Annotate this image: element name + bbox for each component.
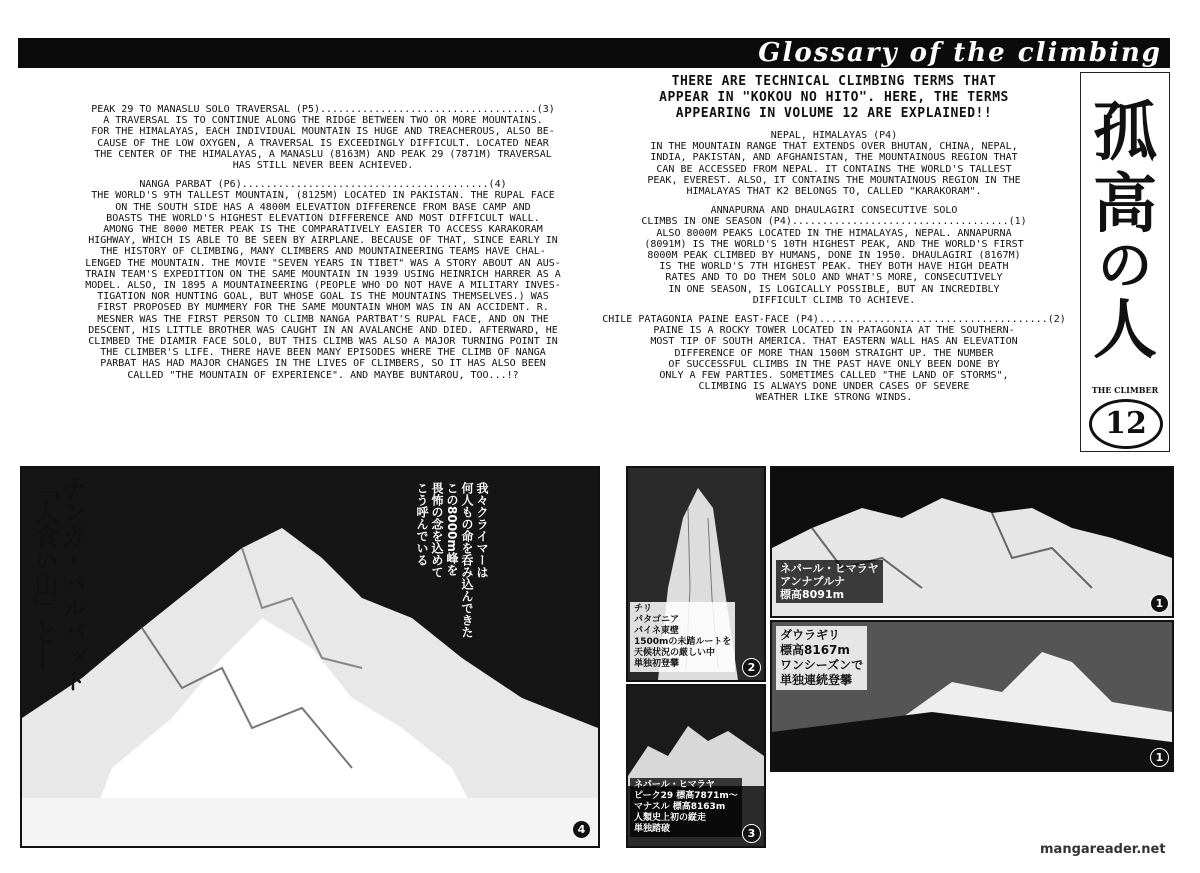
text-line: DIFFICULT CLIMB TO ACHIEVE. [752, 294, 916, 306]
text-line: ON THE SOUTH SIDE HAS A 4800M ELEVATION DIFFERENCE FROM BASE CAMP AND [115, 201, 531, 213]
text-line: MODEL. ALSO, IN 1895 A MOUNTAINEERING (PEOPLE WHO DO NOT HAVE A MILITARY INVES- [85, 280, 561, 292]
annapurna-caption [776, 560, 883, 603]
text-line: 我々クライマーは [475, 482, 489, 578]
paine-caption [630, 602, 735, 672]
panel-annapurna [770, 466, 1174, 618]
text-line: AMONG THE 8000 METER PEAK IS THE COMPARATIVELY EASIER TO ACCESS KARAKORAM [103, 224, 543, 236]
text-line: こう呼んでいる [415, 482, 429, 566]
text-line: NEPAL, HIMALAYAS (P4) [770, 130, 898, 141]
panel-number-badge: 1 [1150, 748, 1169, 767]
text-line: 人類史上初の縦走 [634, 813, 707, 823]
text-line: IS THE WORLD'S 7TH HIGHEST PEAK. THEY BOTH HAVE HIGH DEATH [659, 261, 1009, 273]
text-line: FIRST PROPOSED BY MUMMERY FOR THE SAME MOUNTAIN WHOM WAS IN AN ACCIDENT. R. [97, 302, 549, 314]
text-line: ALSO 8000M PEAKS LOCATED IN THE HIMALAYAS, NEPAL. ANNAPURNA [656, 227, 1012, 239]
text-line: OF SUCCESSFUL CLIMBS IN THE PAST HAVE ONLY BEEN DONE BY [668, 358, 1000, 370]
nanga-quote [414, 482, 489, 638]
text-line: CLIMBED THE DIAMIR FACE SOLO, BUT THIS CLIMB WAS ALSO A MAJOR TURNING POINT IN [88, 336, 558, 348]
manaslu-caption [630, 778, 742, 837]
text-line: 標高8091m [780, 588, 845, 601]
glossary-title: Glossary of the climbing [758, 38, 1162, 68]
text-line: DIFFERENCE OF MORE THAN 1500M STRAIGHT UP. THE NUMBER [674, 347, 994, 359]
text-line: CALLED "THE MOUNTAIN OF EXPERIENCE". AND MAYBE BUNTAROU, TOO...!? [127, 369, 519, 381]
text-line: MOST TIP OF SOUTH AMERICA. THAT EASTERN WALL HAS AN ELEVATION [650, 336, 1018, 348]
text-line: ピーク29 標高7871m〜 [634, 791, 738, 801]
watermark-text: mangareader.net [1040, 842, 1166, 857]
text-line: THE CLIMBER'S LIFE. THERE HAVE BEEN MANY EPISODES WHERE THE CLIMB OF NANGA [100, 347, 546, 359]
text-line: アンナプルナ [780, 575, 846, 588]
entry-annapurna-dhaulagiri [594, 205, 1074, 306]
text-line: BOASTS THE WORLD'S HIGHEST ELEVATION DIFFERENCE AND MOST DIFFICULT WALL. [106, 212, 540, 224]
text-line: ネパール・ヒマラヤ [634, 780, 715, 790]
text-line: CLIMBS IN ONE SEASON (P4)....................................(1) [641, 216, 1027, 228]
text-line: ONLY A FEW PARTIES. SOMETIMES CALLED "THE LAND OF STORMS", [659, 370, 1009, 382]
text-line: A TRAVERSAL IS TO CONTINUE ALONG THE RIDGE BETWEEN TWO OR MORE MOUNTAINS. [103, 115, 543, 127]
text-line: PAINE IS A ROCKY TOWER LOCATED IN PATAGONIA AT THE SOUTHERN- [653, 325, 1015, 337]
cover-title-char: 高 [1093, 167, 1157, 242]
text-line: LENGED THE MOUNTAIN. THE MOVIE "SEVEN YEARS IN TIBET" WAS A STORY ABOUT AN AUS- [85, 257, 561, 269]
glossary-banner [18, 38, 1170, 68]
text-line: ワンシーズンで [780, 658, 864, 672]
volume-cover [1080, 72, 1170, 452]
volume-number: 12 [1089, 399, 1163, 449]
nanga-title [30, 476, 86, 692]
text-line: PEAK 29 TO MANASLU SOLO TRAVERSAL (P5)....................................(3) [91, 104, 555, 115]
text-line: この8000m峰を [445, 482, 459, 576]
text-line: (8091M) IS THE WORLD'S 10TH HIGHEST PEAK, AND THE WORLD'S FIRST [644, 238, 1024, 250]
cover-title-char: の [1098, 233, 1152, 297]
cover-title-char: 孤 [1093, 95, 1157, 170]
text-line: 単独連続登攀 [780, 673, 853, 687]
text-line: THE CENTER OF THE HIMALAYAS, A MANASLU (8163M) AND PEAK 29 (7871M) TRAVERSAL [94, 148, 552, 160]
text-line: ダウラギリ [780, 628, 841, 642]
entry-nanga-parbat [58, 179, 588, 381]
text-line: MESNER WAS THE FIRST PERSON TO CLIMB NANGA PARTBAT'S RUPAL FACE, AND ON THE [97, 313, 549, 325]
watermark [1040, 842, 1166, 857]
text-line: チリ [634, 604, 653, 614]
panel-number-badge: 2 [742, 658, 761, 677]
text-line: IN ONE SEASON, IS LOGICALLY POSSIBLE, BUT AN INCREDIBLY [668, 283, 1000, 295]
panel-number-badge: 4 [572, 820, 591, 839]
text-line: THE WORLD'S 9TH TALLEST MOUNTAIN, (8125M) LOCATED IN PAKISTAN. THE RUPAL FACE [91, 190, 555, 202]
text-line: CLIMBING IS ALWAYS DONE UNDER CASES OF SEVERE [698, 381, 970, 393]
text-line: CAUSE OF THE LOW OXYGEN, A TRAVERSAL IS EXCEEDINGLY DIFFICULT. LOCATED NEAR [97, 137, 549, 149]
panel-paine [626, 466, 766, 682]
text-line: 標高8167m [780, 643, 850, 657]
dhaulagiri-caption [776, 626, 867, 690]
intro-line: APPEAR IN "KOKOU NO HITO". HERE, THE TERMS [659, 90, 1009, 105]
text-line: RATES AND TO DO THEM SOLO AND WHAT'S MORE, CONSECUTIVELY [665, 272, 1003, 284]
intro-line: APPEARING IN VOLUME 12 ARE EXPLAINED!! [675, 106, 993, 121]
text-line: DESCENT, HIS LITTLE BROTHER WAS CAUGHT IN AN AVALANCHE AND DIED. AFTERWARD, HE [88, 324, 558, 336]
text-line: 何人もの命を呑み込んできた [460, 482, 474, 638]
nanga-parbat-illustration [22, 468, 598, 846]
text-line: 単独踏破 [634, 824, 671, 834]
panel-dhaulagiri [770, 620, 1174, 772]
entry-nepal-himalayas [594, 130, 1074, 197]
text-line: NANGA PARBAT (P6).........................................(4) [139, 179, 507, 191]
text-line: ナンガ・パルバット [58, 476, 86, 692]
panel-manaslu [626, 684, 766, 848]
panel-nanga-parbat [20, 466, 600, 848]
text-line: マナスル 標高8163m [634, 802, 726, 812]
text-line: 「人食い山」と― [30, 476, 58, 668]
text-line: CAN BE ACCESSED FROM NEPAL. IT CONTAINS THE WORLD'S TALLEST [656, 163, 1012, 175]
panel-number-badge: 1 [1150, 594, 1169, 613]
text-line: INDIA, PAKISTAN, AND AFGHANISTAN, THE MOUNTAINOUS REGION THAT [650, 152, 1018, 164]
text-line: IN THE MOUNTAIN RANGE THAT EXTENDS OVER BHUTAN, CHINA, NEPAL, [650, 141, 1018, 153]
entry-chile-patagonia-paine [594, 314, 1074, 404]
text-line: 8000M PEAK CLIMBED BY HUMANS, DONE IN 1950. DHAULAGIRI (8167M) [647, 250, 1021, 262]
text-line: WEATHER LIKE STRONG WINDS. [755, 392, 913, 404]
text-line: HAS STILL NEVER BEEN ACHIEVED. [232, 160, 414, 172]
text-line: パタゴニア [634, 615, 680, 625]
text-line: TIGATION NOR HUNTING GOAL, BUT WHOSE GOAL IS THE MOUNTAINS THEMSELVES.) WAS [97, 291, 549, 303]
text-line: 単独初登攀 [634, 659, 680, 669]
text-line: ネパール・ヒマラヤ [780, 562, 879, 575]
cover-subtitle: THE CLIMBER [1091, 385, 1159, 395]
glossary-intro [594, 74, 1074, 122]
text-line: PARBAT HAS HAD MAJOR CHANGES IN THE LIVES OF CLIMBERS, SO IT HAS ALSO BEEN [100, 358, 546, 370]
intro-line: THERE ARE TECHNICAL CLIMBING TERMS THAT [671, 74, 997, 89]
text-line: PEAK, EVEREST. ALSO, IT CONTAINS THE MOUNTAINOUS REGION IN THE [647, 174, 1021, 186]
text-line: 畏怖の念を込めて [430, 482, 444, 578]
text-line: FOR THE HIMALAYAS, EACH INDIVIDUAL MOUNTAIN IS HUGE AND TREACHEROUS, ALSO BE- [91, 126, 555, 138]
text-line: HIGHWAY, WHICH IS ABLE TO BE SEEN BY AIRPLANE. BECAUSE OF THAT, SINCE EARLY IN [88, 235, 558, 247]
text-line: 天候状況の厳しい中 [634, 648, 716, 658]
text-line: パイネ東壁 [634, 626, 679, 636]
left-glossary-column [58, 104, 588, 389]
text-line: CHILE PATAGONIA PAINE EAST-FACE (P4)......................................(2) [602, 314, 1066, 326]
right-glossary-column [594, 74, 1074, 412]
text-line: THE HISTORY OF CLIMBING, MANY CLIMBERS AND MOUNTAINEERING TEAMS HAVE CHAL- [100, 246, 546, 258]
panel-number-badge: 3 [742, 824, 761, 843]
text-line: ANNAPURNA AND DHAULAGIRI CONSECUTIVE SOLO [710, 205, 958, 217]
text-line: 1500mの未踏ルートを [634, 637, 732, 647]
text-line: HIMALAYAS THAT K2 BELONGS TO, CALLED "KARAKORAM". [686, 186, 982, 198]
entry-peak29-manaslu [58, 104, 588, 171]
text-line: TRAIN TEAM'S EXPEDITION ON THE SAME MOUNTAIN IN 1939 USING HEINRICH HARRER AS A [85, 268, 561, 280]
cover-title-char: 人 [1093, 293, 1157, 368]
